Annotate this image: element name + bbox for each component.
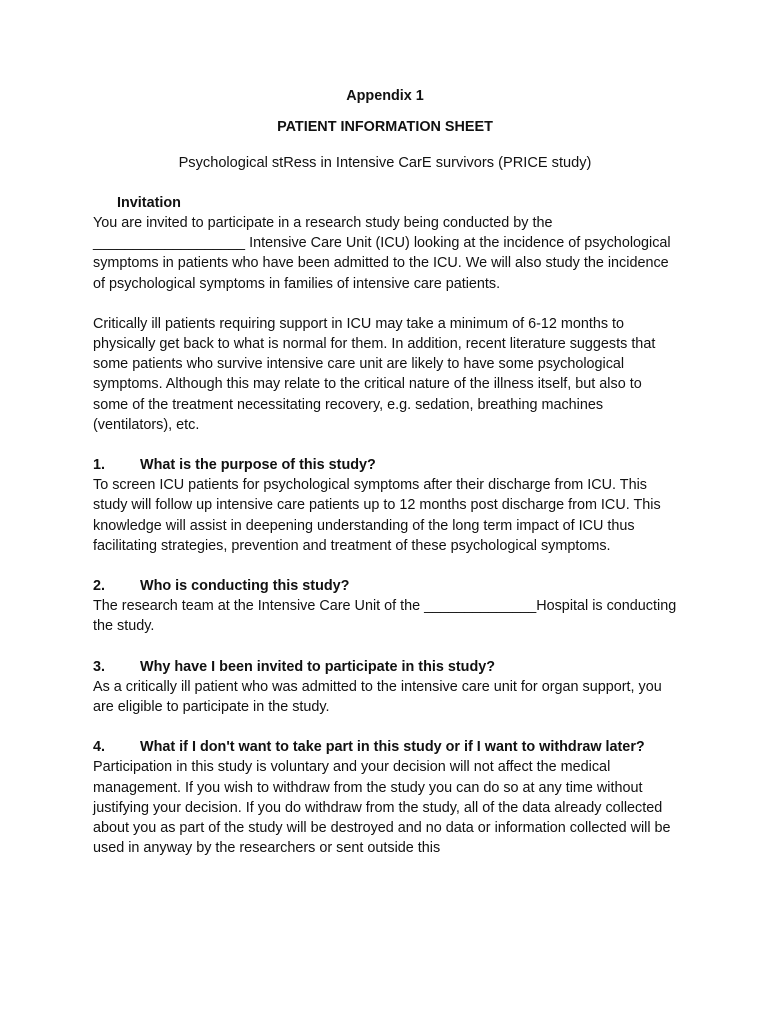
section-2-body	[93, 596, 677, 636]
section-3-title: Why have I been invited to participate in this study?	[140, 658, 496, 675]
section-1-heading	[93, 455, 677, 475]
section-4-title: What if I don't want to take part in this study or if I want to withdraw later?	[140, 739, 645, 756]
invitation-paragraph-1	[93, 213, 677, 294]
section-4-number: 4.	[93, 739, 106, 756]
section-2-heading	[93, 576, 677, 596]
invitation-text-1a: You are invited to participate in a research study being conducted by the	[93, 215, 553, 231]
section-2-text-b: Hospital is conducting the study.	[93, 598, 677, 635]
invitation-paragraph-2: Critically ill patients requiring support in ICU may take a minimum of 6-12 months to physically get back to what is normal for them. In addition, recent literature suggests that some patients who survive intensive care unit are likely to have some psychological symptoms. Although this may relate to the critical nature of the illness itself, but also to some of the treatment necessitating recovery, e.g. sedation, breathing machines (ventilators), etc.	[93, 315, 656, 433]
section-2-text-a: The research team at the Intensive Care Unit of the	[93, 598, 425, 615]
section-1-number: 1.	[93, 457, 106, 474]
study-title: Psychological stRess in Intensive CarE survivors (PRICE study)	[178, 155, 592, 171]
unit-name-blank: ___________________	[93, 235, 246, 252]
document-page	[93, 86, 677, 858]
section-1-body: To screen ICU patients for psychological symptoms after their discharge from ICU. This study will follow up intensive care patients up to 12 months post discharge from ICU. This knowledge will assist in deepening understanding of the long term impact of ICU thus facilitating strategies, prevention and treatment of these psychological symptoms.	[93, 477, 661, 554]
invitation-text-1b: Intensive Care Unit (ICU) looking at the incidence of psychological symptoms in patients who have been admitted to the ICU. We will also study the incidence of psychological symptoms in families of intensive care patients.	[93, 235, 671, 292]
section-4-heading	[93, 737, 677, 757]
hospital-name-blank: ______________	[424, 598, 537, 615]
section-1-title: What is the purpose of this study?	[140, 457, 376, 474]
invitation-heading: Invitation	[117, 195, 181, 211]
section-2-number: 2.	[93, 578, 106, 595]
page-title: PATIENT INFORMATION SHEET	[277, 119, 493, 135]
section-3-number: 3.	[93, 658, 106, 675]
appendix-label: Appendix 1	[346, 88, 424, 104]
section-3-heading	[93, 657, 677, 677]
section-4-body: Participation in this study is voluntary and your decision will not affect the medical management. If you wish to withdraw from the study you can do so at any time without justifying your decision. If you do withdraw from the study, all of the data already collected about you as part of the study will be destroyed and no data or information collected will be used in anyway by the researchers or sent outside this	[93, 759, 671, 857]
section-2-title: Who is conducting this study?	[140, 578, 350, 595]
section-3-body: As a critically ill patient who was admitted to the intensive care unit for organ support, you are eligible to participate in the study.	[93, 678, 662, 716]
